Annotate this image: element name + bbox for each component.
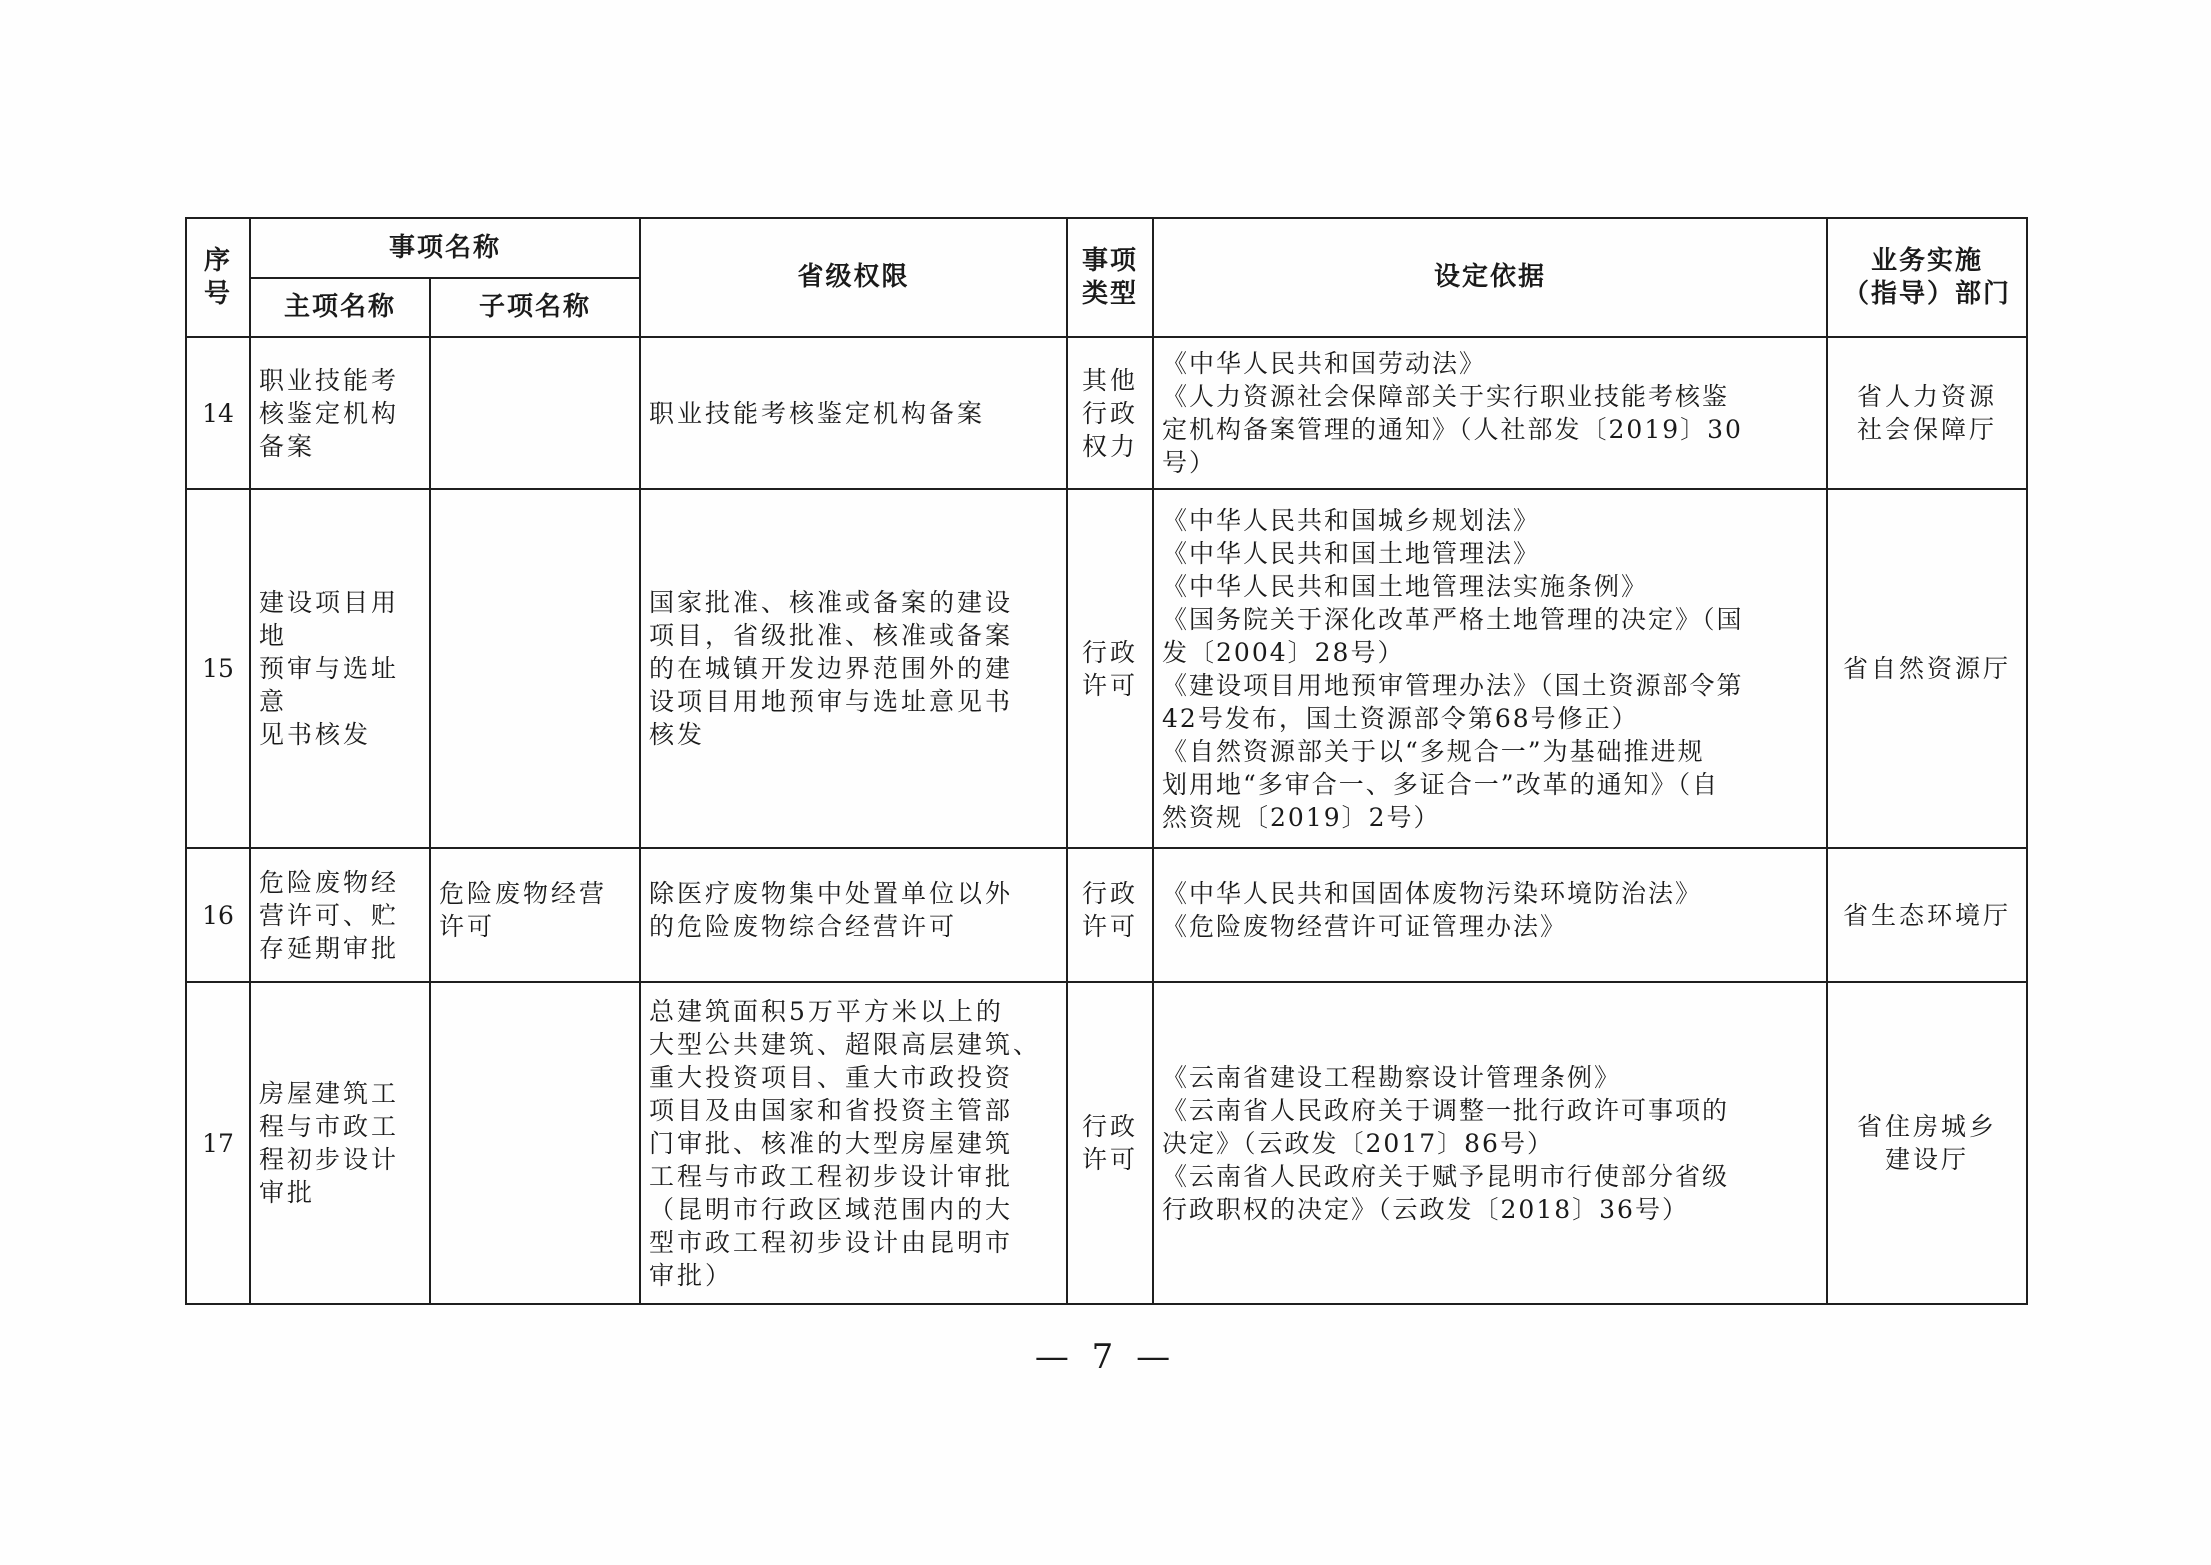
row-sub-item <box>430 489 640 848</box>
table-row <box>186 337 2027 489</box>
header-basis: 设定依据 <box>1153 218 1827 337</box>
header-item-name: 事项名称 <box>250 218 640 278</box>
row-seq: 15 <box>186 489 250 848</box>
row-dept: 省人力资源 社会保障厅 <box>1827 337 2027 489</box>
row-authority: 总建筑面积5万平方米以上的 大型公共建筑、超限高层建筑、 重大投资项目、重大市政投资 项目及由国家和省投资主管部 门审批、核准的大型房屋建筑 工程与市政工程初步设计审批 （昆明市行政区域范围内的大 型市政工程初步设计由昆明市 审批） <box>640 982 1067 1304</box>
row-dept: 省生态环境厅 <box>1827 848 2027 982</box>
row-seq: 14 <box>186 337 250 489</box>
row-sub-item <box>430 982 640 1304</box>
row-seq: 17 <box>186 982 250 1304</box>
row-type: 行政 许可 <box>1067 982 1153 1304</box>
items-table <box>185 217 2028 1305</box>
row-basis: 《中华人民共和国劳动法》 《人力资源社会保障部关于实行职业技能考核鉴 定机构备案管理的通知》（人社部发〔2019〕30 号） <box>1153 337 1827 489</box>
table-row <box>186 848 2027 982</box>
table-row <box>186 489 2027 848</box>
row-basis: 《云南省建设工程勘察设计管理条例》 《云南省人民政府关于调整一批行政许可事项的 决定》（云政发〔2017〕86号） 《云南省人民政府关于赋予昆明市行使部分省级 行政职权的决定》（云政发〔2018〕36号） <box>1153 982 1827 1304</box>
row-main-item: 房屋建筑工 程与市政工 程初步设计 审批 <box>250 982 430 1304</box>
header-dept: 业务实施 （指导）部门 <box>1827 218 2027 337</box>
row-authority: 除医疗废物集中处置单位以外 的危险废物综合经营许可 <box>640 848 1067 982</box>
header-type: 事项 类型 <box>1067 218 1153 337</box>
row-main-item: 职业技能考 核鉴定机构 备案 <box>250 337 430 489</box>
header-sub-item: 子项名称 <box>430 278 640 337</box>
table-row <box>186 982 2027 1304</box>
header-main-item: 主项名称 <box>250 278 430 337</box>
row-authority: 国家批准、核准或备案的建设 项目，省级批准、核准或备案 的在城镇开发边界范围外的建 设项目用地预审与选址意见书 核发 <box>640 489 1067 848</box>
row-basis: 《中华人民共和国城乡规划法》 《中华人民共和国土地管理法》 《中华人民共和国土地管理法实施条例》 《国务院关于深化改革严格土地管理的决定》（国 发〔2004〕28号） 《建设项目用地预审管理办法》（国土资源部令第 42号发布，国土资源部令第68号修正） 《自然资源部关于以“多规合一”为基础推进规 划用地“多审合一、多证合一”改革的通知》（自 然资规〔2019〕2号） <box>1153 489 1827 848</box>
row-dept: 省自然资源厅 <box>1827 489 2027 848</box>
row-type: 行政 许可 <box>1067 489 1153 848</box>
row-sub-item: 危险废物经营 许可 <box>430 848 640 982</box>
row-type: 其他 行政 权力 <box>1067 337 1153 489</box>
row-seq: 16 <box>186 848 250 982</box>
row-main-item: 危险废物经 营许可、贮 存延期审批 <box>250 848 430 982</box>
page-number: — 7 — <box>1034 1337 1177 1377</box>
row-authority: 职业技能考核鉴定机构备案 <box>640 337 1067 489</box>
row-main-item: 建设项目用地 预审与选址意 见书核发 <box>250 489 430 848</box>
header-seq: 序 号 <box>186 218 250 337</box>
header-authority: 省级权限 <box>640 218 1067 337</box>
row-dept: 省住房城乡 建设厅 <box>1827 982 2027 1304</box>
row-basis: 《中华人民共和国固体废物污染环境防治法》 《危险废物经营许可证管理办法》 <box>1153 848 1827 982</box>
row-sub-item <box>430 337 640 489</box>
row-type: 行政 许可 <box>1067 848 1153 982</box>
